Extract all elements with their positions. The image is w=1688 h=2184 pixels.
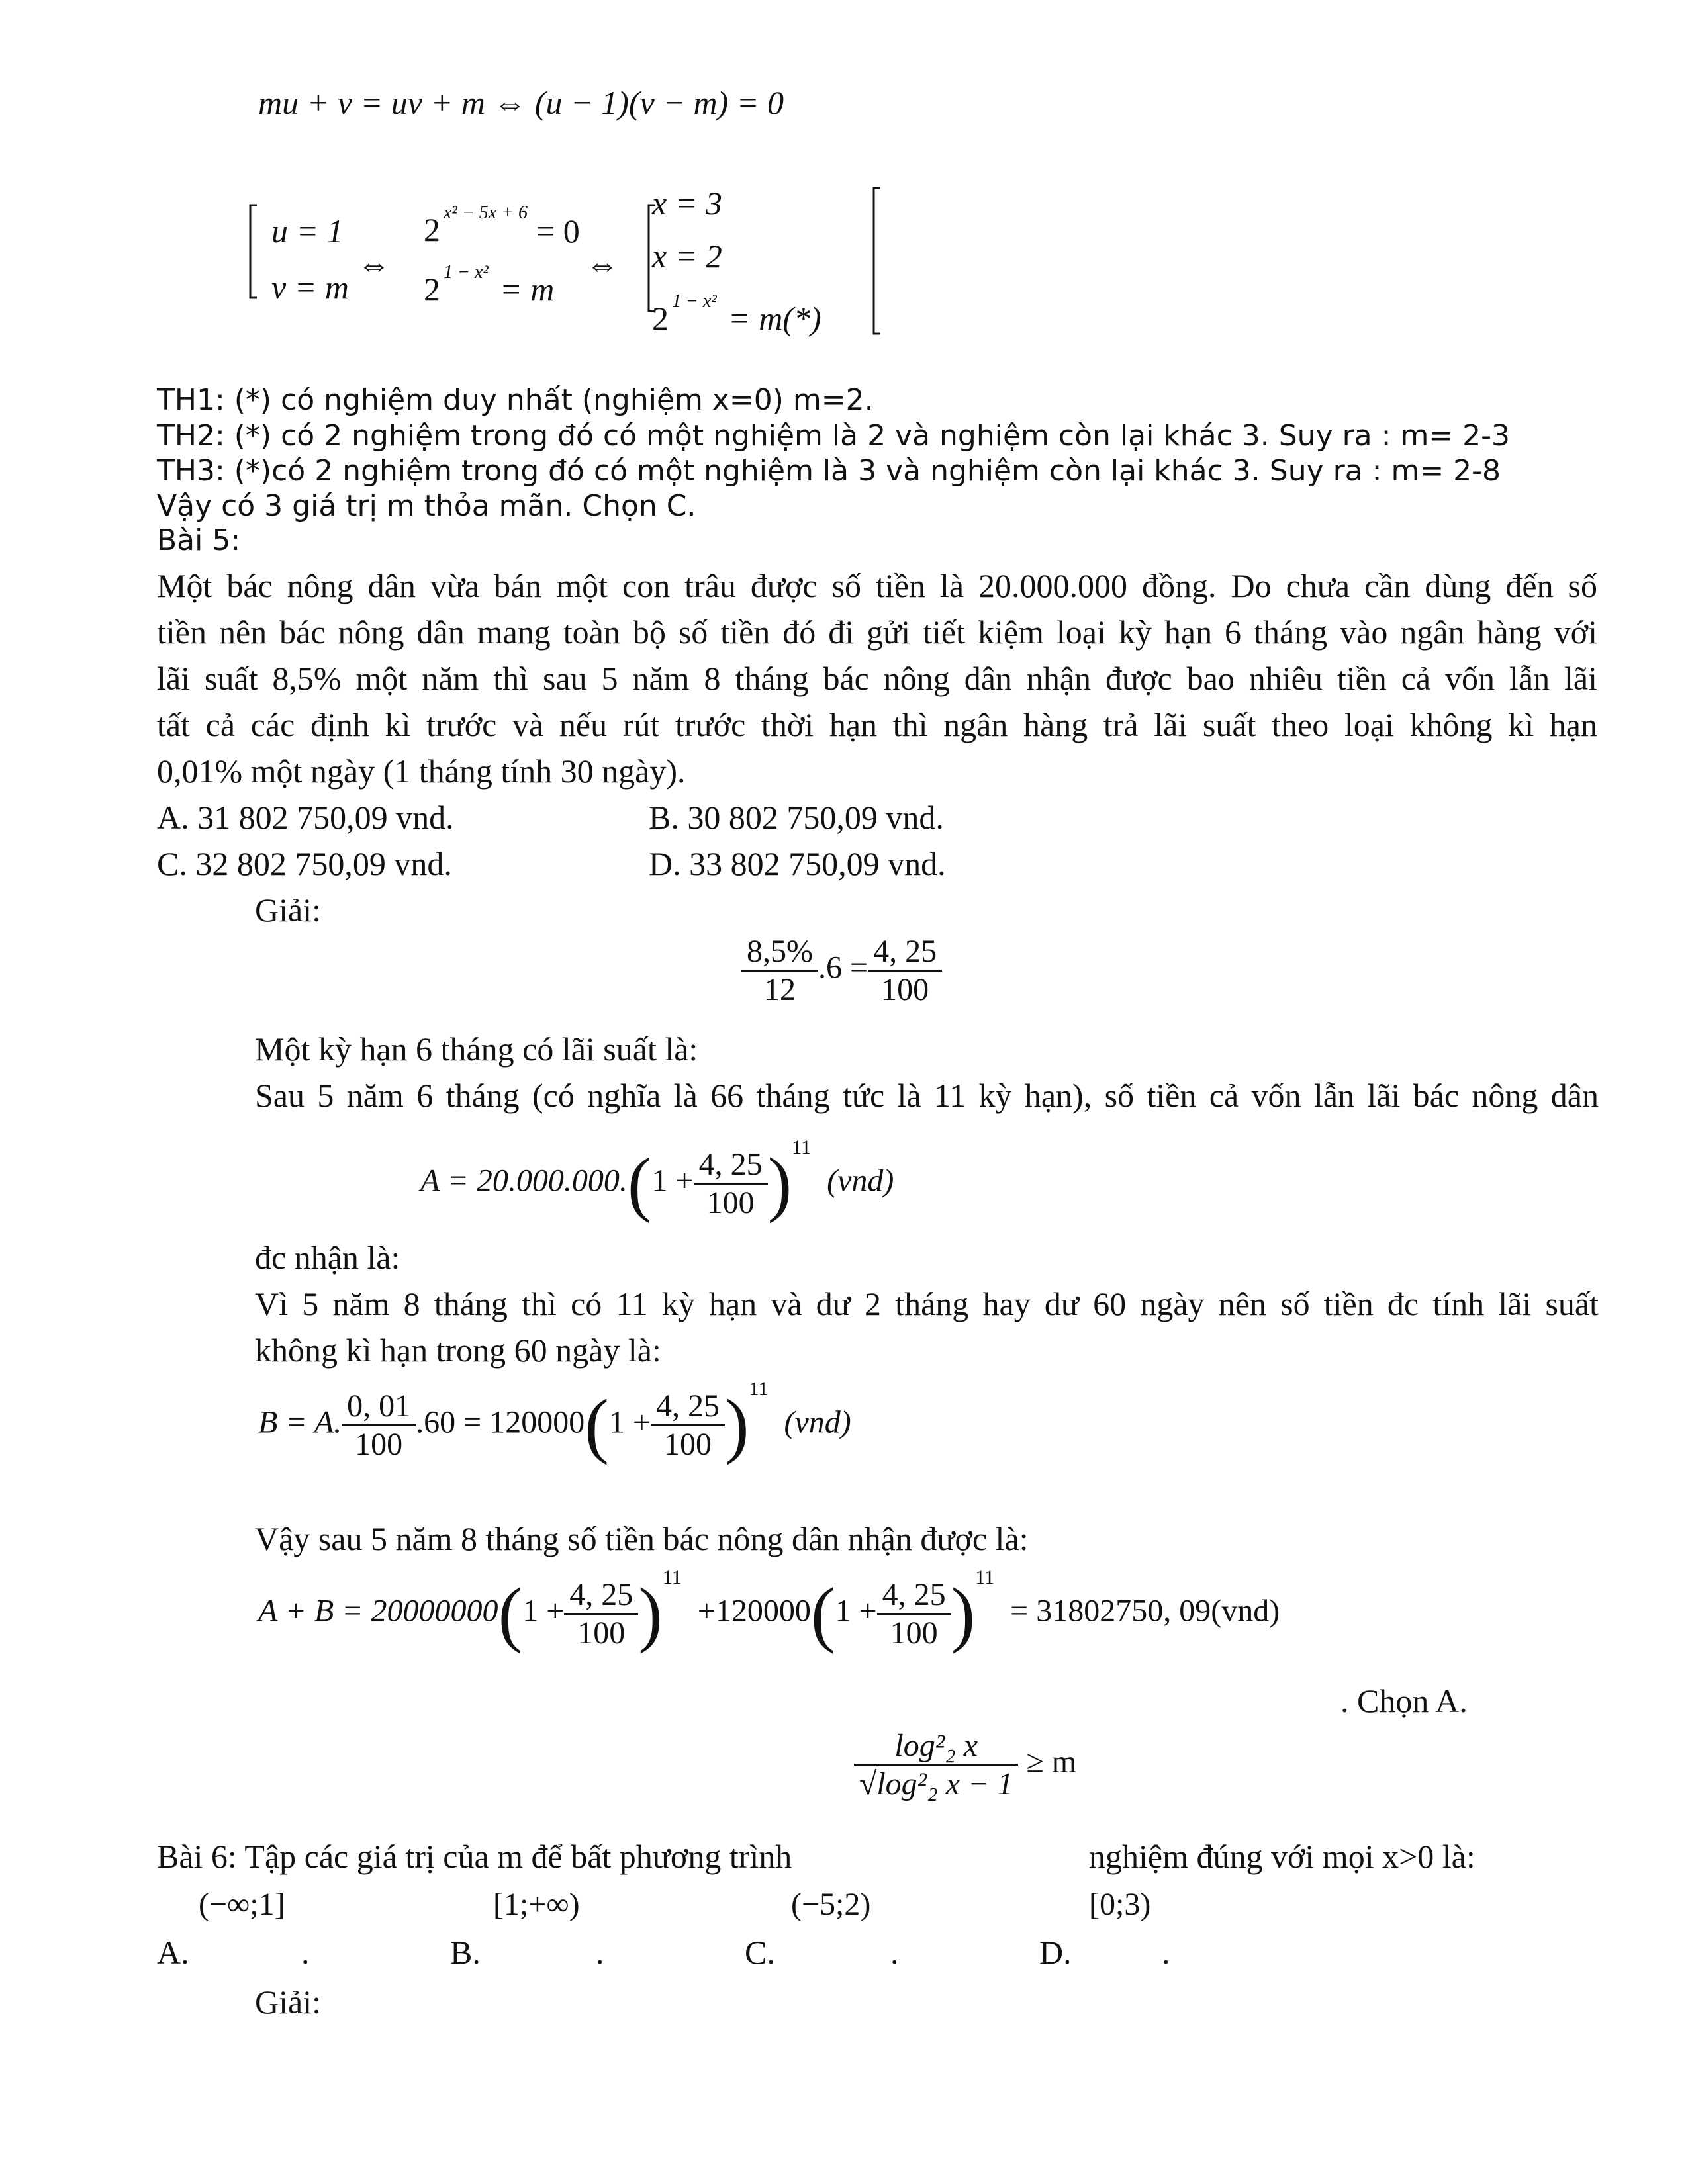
dot-c: . — [890, 1934, 899, 1971]
system3-a: x = 3 — [652, 185, 722, 222]
dc-line: đc nhận là: — [255, 1239, 400, 1276]
formula-sum-result: = 31802750, 09(vnd) — [1010, 1593, 1280, 1629]
formula-a-lhs: A = 20.000.000. — [420, 1163, 628, 1199]
vay-line: Vậy sau 5 năm 8 tháng số tiền bác nông dân nhận được là: — [255, 1520, 1029, 1557]
system3-c-rhs: = m(*) — [728, 300, 821, 337]
bai6-text-right: nghiệm đúng với mọi x>0 là: — [1089, 1838, 1476, 1875]
formula-a-den: 100 — [706, 1185, 755, 1220]
formula-sum-den: 100 — [577, 1615, 626, 1651]
formula-sum-plus: +120000 — [697, 1593, 811, 1629]
system2-b-exp: 1 − x² — [444, 262, 489, 283]
system2-a-exp: x² − 5x + 6 — [444, 203, 528, 223]
formula-a-num: 4, 25 — [694, 1146, 768, 1185]
bai5-line-4: tất cả các định kì trước và nếu rút trước thời hạn thì ngân hàng trả lãi suất theo loại không kì hạn — [157, 706, 1597, 743]
formula-sum-lhs: A + B = 20000000 — [258, 1593, 498, 1629]
solution-label: Giải: — [255, 891, 321, 929]
bai6-text-left: Bài 6: Tập các giá trị của m để bất phương trình — [157, 1838, 792, 1875]
formula-a: A = 20.000.000.(1 + $\frac{4, 25}{100}$ )$^{11}$ (vnd) — [420, 1136, 894, 1224]
formula-sum-one-plus: 1 + — [522, 1593, 565, 1629]
set-a: (−∞;1] — [199, 1887, 285, 1922]
rate-formula — [741, 933, 942, 1008]
formula-a-one-plus: 1 + — [651, 1163, 694, 1199]
sqrt-icon: √ — [859, 1766, 877, 1801]
formula-b-mid: .60 = 120000 — [416, 1404, 585, 1440]
formula-sum-num-2: 4, 25 — [877, 1576, 951, 1615]
rate-num-1: 8,5% — [741, 933, 818, 972]
formula-b-power: 11 — [749, 1377, 769, 1400]
formula-a-unit: (vnd) — [827, 1163, 894, 1199]
dot-d: . — [1162, 1934, 1170, 1971]
formula-a-power: 11 — [792, 1136, 812, 1158]
rate-mid: .6 = — [818, 950, 868, 985]
formula-sum-power-2: 11 — [975, 1566, 995, 1588]
system2-b-base: 2 — [424, 271, 440, 308]
choose-a: . Chọn A. — [1340, 1682, 1468, 1719]
letter-a: A. — [157, 1934, 189, 1971]
system-v: v = m — [271, 269, 350, 306]
bai5-line-1: Một bác nông dân vừa bán một con trâu được số tiền là 20.000.000 đồng. Do chưa cần dùng đến số — [157, 567, 1597, 604]
inequality-den — [854, 1766, 1018, 1802]
option-d: D. 33 802 750,09 vnd. — [649, 845, 946, 882]
formula-b-num-2: 4, 25 — [651, 1388, 725, 1426]
inequality-num: log²₂ x — [854, 1727, 1018, 1766]
case-conclusion: Vậy có 3 giá trị m thỏa mãn. Chọn C. — [157, 489, 696, 523]
set-c: (−5;2) — [791, 1887, 871, 1922]
dot-b: . — [596, 1934, 604, 1971]
set-b: [1;+∞) — [493, 1887, 580, 1922]
bai6-solution-label: Giải: — [255, 1983, 321, 2021]
letter-b: B. — [450, 1934, 481, 1971]
formula-b-num-1: 0, 01 — [342, 1388, 416, 1426]
inequality — [854, 1727, 1076, 1802]
case-3: TH3: (*)có 2 nghiệm trong đó có một nghiệm là 3 và nghiệm còn lại khác 3. Suy ra : m= 2-8 — [157, 454, 1501, 488]
vi-line-1: Vì 5 năm 8 tháng thì có 11 kỳ hạn và dư 2 tháng hay dư 60 ngày nên số tiền đc tính lãi suất — [255, 1285, 1599, 1322]
rate-den-2: 100 — [881, 972, 929, 1007]
formula-b-lhs: B = A. — [258, 1404, 342, 1440]
case-1: TH1: (*) có nghiệm duy nhất (nghiệm x=0) m=2. — [157, 383, 874, 417]
option-a: A. 31 802 750,09 vnd. — [157, 799, 454, 836]
formula-sum-den-2: 100 — [890, 1615, 938, 1651]
case-2: TH2: (*) có 2 nghiệm trong đó có một nghiệm là 2 và nghiệm còn lại khác 3. Suy ra : m= 2-3 — [157, 419, 1511, 453]
rate-num-2: 4, 25 — [868, 933, 942, 972]
system2-a-rhs: = 0 — [536, 212, 580, 250]
formula-sum: A + B = 20000000(1 + $\frac{4, 25}{100}$ )$^{11}$ +120000(1 + $\frac{4, 25}{100}$ )$^{11}$ = 31802750, 09(vnd) — [258, 1566, 1280, 1654]
vi-line-2: không kì hạn trong 60 ngày là: — [255, 1332, 661, 1369]
bai5-line-2: tiền nên bác nông dân mang toàn bộ số tiền đó đi gửi tiết kiệm loại kỳ hạn 6 tháng vào ngân hàng với — [157, 614, 1597, 651]
rate-line: Một kỳ hạn 6 tháng có lãi suất là: — [255, 1030, 698, 1068]
formula-sum-power: 11 — [662, 1566, 682, 1588]
formula-b-den-2: 100 — [663, 1427, 712, 1462]
set-d: [0;3) — [1089, 1887, 1151, 1922]
bai5-heading: Bài 5: — [157, 523, 241, 557]
letter-c: C. — [745, 1934, 775, 1971]
formula-b-den-1: 100 — [355, 1427, 403, 1462]
option-c: C. 32 802 750,09 vnd. — [157, 845, 452, 882]
bai5-line-5: 0,01% một ngày (1 tháng tính 30 ngày). — [157, 752, 686, 790]
inequality-den-text: log²₂ x − 1 — [876, 1764, 1013, 1801]
iff-symbol-2: ⇔ — [586, 246, 619, 283]
system-u: u = 1 — [271, 212, 344, 250]
formula-sum-num: 4, 25 — [564, 1576, 638, 1615]
option-b: B. 30 802 750,09 vnd. — [649, 799, 944, 836]
system3-b: x = 2 — [652, 238, 722, 275]
formula-b-unit: (vnd) — [784, 1404, 851, 1440]
system2-a-base: 2 — [424, 211, 440, 248]
system3-c-exp: 1 − x² — [672, 291, 717, 312]
formula-b: B = A. $\frac{0, 01}{100}$ .60 = 120000(1 + $\frac{4, 25}{100}$ )$^{11}$ (vnd) — [258, 1377, 851, 1465]
inequality-rhs: ≥ m — [1026, 1744, 1077, 1780]
letter-d: D. — [1039, 1934, 1072, 1971]
system2-b-rhs: = m — [500, 271, 555, 308]
after-line: Sau 5 năm 6 tháng (có nghĩa là 66 tháng tức là 11 kỳ hạn), số tiền cả vốn lẫn lãi bác nông dân — [255, 1077, 1599, 1114]
iff-symbol-1: ⇔ — [357, 246, 391, 283]
formula-b-one-plus: 1 + — [608, 1404, 651, 1440]
equation-factor: mu + v = uv + m ⇔ (u − 1)(v − m) = 0 — [258, 84, 784, 121]
formula-sum-one-plus-2: 1 + — [835, 1593, 877, 1629]
bai5-line-3: lãi suất 8,5% một năm thì sau 5 năm 8 tháng bác nông dân nhận được bao nhiêu tiền cả vốn lẫn lãi — [157, 660, 1597, 697]
system3-c-base: 2 — [652, 300, 669, 337]
rate-den-1: 12 — [763, 972, 796, 1007]
dot-a: . — [301, 1934, 310, 1971]
